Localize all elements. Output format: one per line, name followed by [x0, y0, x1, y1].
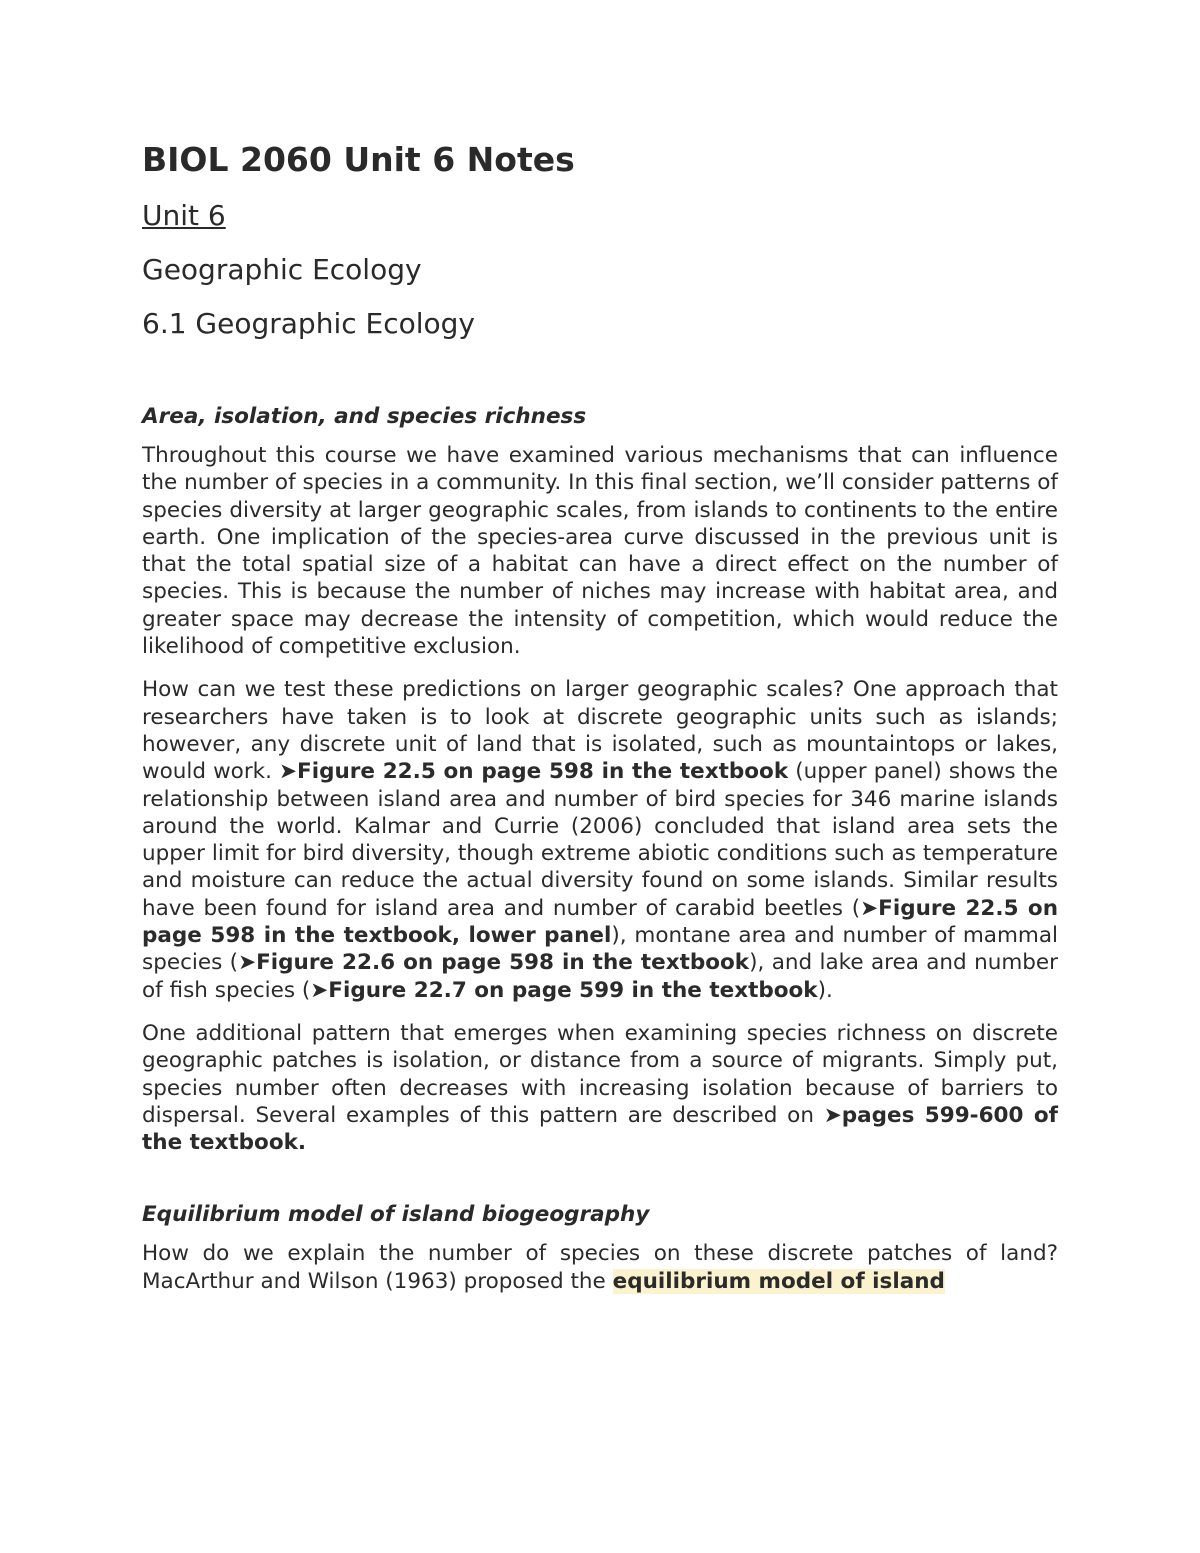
- highlighted-term: equilibrium model of island: [612, 1268, 945, 1294]
- paragraph-predictions: [142, 676, 1058, 1004]
- subtitle: Geographic Ecology: [142, 253, 422, 286]
- paragraph-intro: Throughout this course we have examined various mechanisms that can influence the number of species in a community. In this final section, we’ll consider patterns of species diversity at larger geographic scales, from islands to continents to the entire earth. One implication of the species-area curve discussed in the previous unit is that the total spatial size of a habitat can have a direct effect on the number of species. This is because the number of niches may increase with habitat area, and greater space may decrease the intensity of competition, which would reduce the likelihood of competitive exclusion.: [142, 443, 1058, 660]
- paragraph-isolation: [142, 1020, 1058, 1156]
- section-heading-equilibrium-model: Equilibrium model of island biogeography: [142, 1202, 650, 1228]
- textbook-reference-fig-22-5: ➤Figure 22.5 on page 598 in the textbook: [279, 759, 789, 785]
- text-run: One additional pattern that emerges when examining species richness on discrete geographic patches is isolation, or distance from a source of migrants. Simply put, species number often decreases with increasing isolation because of barriers to dispersal. Several examples of this pattern are described on: [142, 1020, 1058, 1128]
- text-run: ), montane area and number of mammal species (: [142, 923, 1058, 976]
- document-page: [142, 138, 1058, 1311]
- unit-link[interactable]: Unit 6: [142, 199, 226, 232]
- text-run: (upper panel) shows the relationship between island area and number of bird species for 346 marine islands around the world. Kalmar and Currie (2006) concluded that island area sets the upper limit for bird diversity, though extreme abiotic conditions such as temperature and moisture can reduce the actual diversity found on some islands. Similar results have been found for island area and number of carabid beetles (: [142, 759, 1058, 921]
- text-run: How do we explain the number of species on these discrete patches of land? MacArthur and Wilson (1963) proposed the: [142, 1241, 1058, 1294]
- document-title: BIOL 2060 Unit 6 Notes: [142, 140, 575, 179]
- textbook-reference-fig-22-6: ➤Figure 22.6 on page 598 in the textbook: [238, 950, 750, 976]
- textbook-reference-pages-599-600: ➤pages 599-600 of the textbook.: [142, 1102, 1058, 1156]
- text-run: ).: [817, 977, 833, 1003]
- text-run: How can we test these predictions on larger geographic scales? One approach that researchers have taken is to look at discrete geographic units such as islands; however, any discrete unit of land that is isolated, such as mountaintops or lakes, would work.: [142, 677, 1058, 785]
- section-heading-area-isolation: Area, isolation, and species richness: [142, 404, 587, 429]
- textbook-reference-fig-22-5-lower: ➤Figure 22.5 on page 598 in the textbook, lower panel: [142, 895, 1058, 949]
- paragraph-equilibrium: [142, 1240, 1058, 1295]
- textbook-reference-fig-22-7: ➤Figure 22.7 on page 599 in the textbook: [310, 977, 818, 1003]
- text-run: ), and lake area and number of fish species (: [142, 950, 1058, 1003]
- section-title: 6.1 Geographic Ecology: [142, 307, 475, 340]
